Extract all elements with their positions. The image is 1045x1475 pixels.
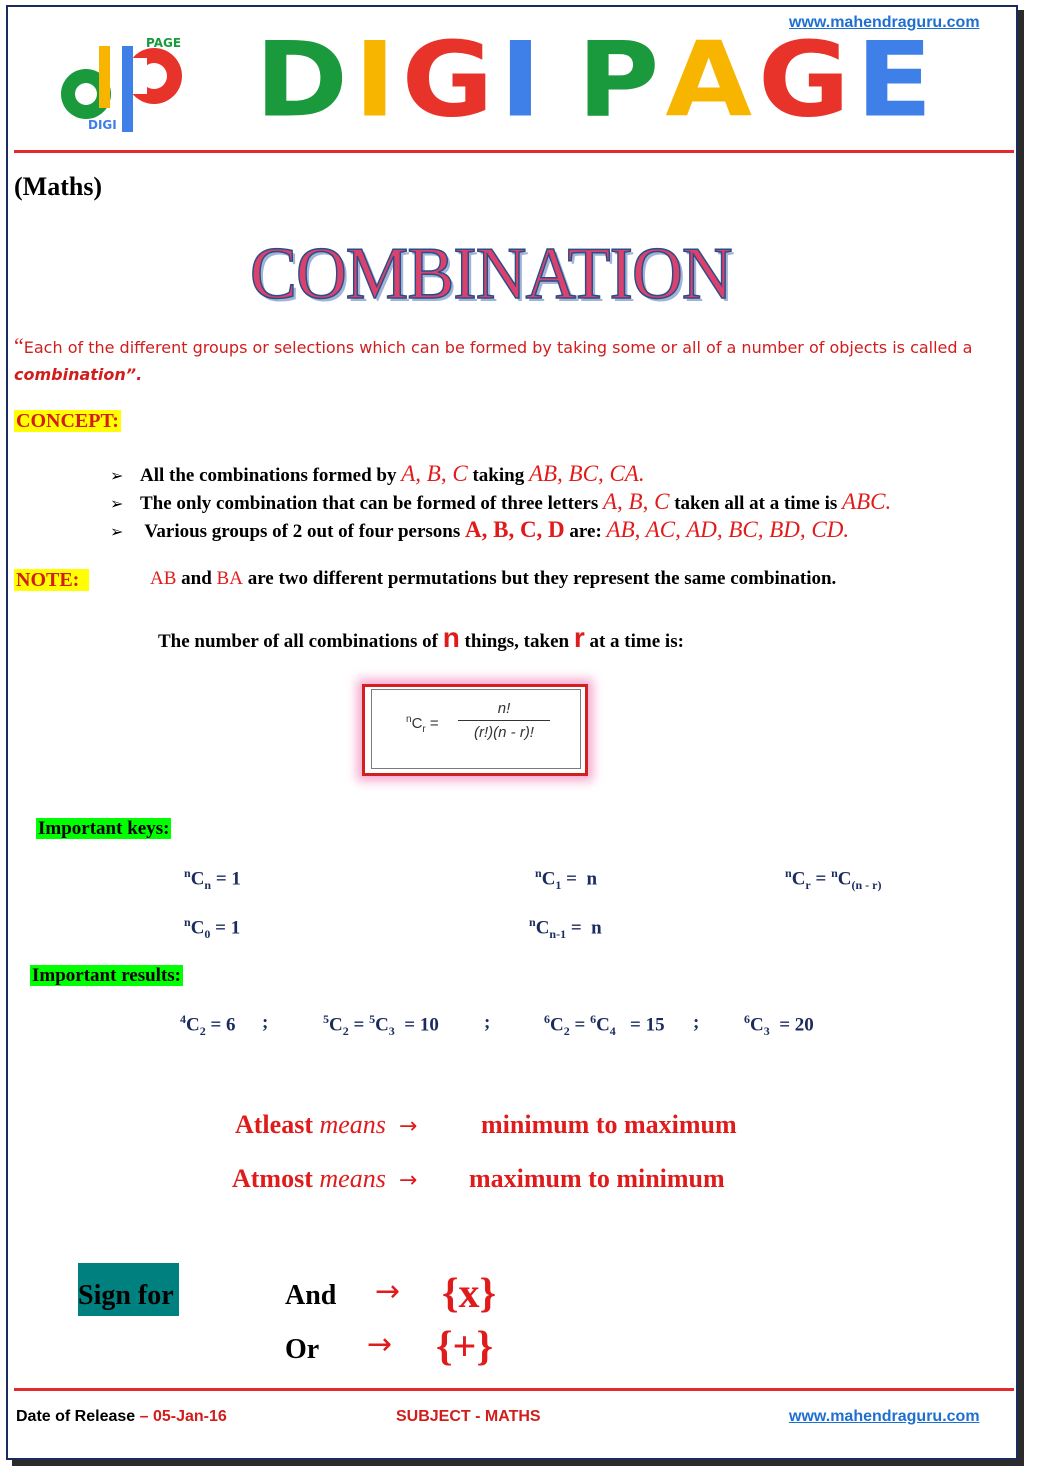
key-nc0: $^nC_0 = 1$ [184, 915, 241, 942]
atmost-range: maximum to minimum [469, 1164, 725, 1193]
concept-bullet-list [110, 460, 891, 544]
result-5c2: $^5C_2 = ^5C_3 = 10$ [323, 1012, 439, 1039]
wordmark-letter: A [665, 20, 759, 141]
key-nc1: $^nC_1 = n$ [535, 866, 598, 893]
definition-term: combination”. [14, 365, 143, 384]
logo-top-text: PAGE [146, 36, 182, 50]
logo-bottom-text: DIGI [88, 118, 117, 132]
page-shadow-right [1018, 10, 1024, 1465]
important-keys-label: Important keys: [38, 818, 170, 839]
atleast-range: minimum to maximum [481, 1110, 737, 1139]
header-divider [14, 150, 1014, 153]
header-site-link[interactable]: www.mahendraguru.com [789, 14, 980, 31]
footer-site-link[interactable]: www.mahendraguru.com [789, 1408, 980, 1425]
list-item: ➢ The only combination that can be formed of three letters A, B, C taken all at a time is ABC. [110, 488, 891, 516]
result-6c3: $^6C_3 = 20$ [744, 1012, 814, 1039]
right-arrow-icon: → [367, 1327, 393, 1362]
digi-page-logo [50, 36, 200, 132]
right-arrow-icon: → [398, 1114, 418, 1139]
formula-lhs: $^nC_r$ = [406, 714, 439, 735]
and-label: And [285, 1280, 337, 1311]
formula-denominator: (r!)(n - r)! [474, 724, 534, 741]
right-arrow-icon: → [398, 1168, 418, 1193]
sign-for-label: Sign for [78, 1263, 179, 1316]
or-symbol: {+} [436, 1324, 494, 1370]
wordmark-letter: D [255, 20, 354, 141]
wordmark-letter: E [855, 20, 939, 141]
wordmark-letter: I [353, 20, 402, 141]
topic-title: COMBINATION [250, 233, 732, 315]
concept-label: CONCEPT: [16, 410, 119, 432]
bullet-arrow-icon: ➢ [110, 494, 124, 513]
wordmark-letter: G [401, 20, 500, 141]
wordmark-letter: P [577, 20, 666, 141]
definition-text: Each of the different groups or selections which can be formed by taking some or all of a number of objects is called a [23, 338, 973, 357]
note-label: NOTE: [14, 569, 89, 592]
page-shadow-bottom [12, 1460, 1024, 1466]
note-text: AB and BA are two different permutations but they represent the same combination. [150, 568, 837, 589]
or-label: Or [285, 1334, 320, 1365]
atleast-meaning: Atleast means → [235, 1110, 418, 1139]
result-separator: ; [262, 1012, 269, 1033]
ncr-formula-box [362, 684, 588, 776]
definition-quote [14, 332, 1004, 388]
result-separator: ; [484, 1012, 491, 1033]
formula-fraction [458, 700, 550, 741]
list-item: ➢ Various groups of 2 out of four persons A, B, C, D are: AB, AC, AD, BC, BD, CD. [110, 516, 891, 544]
and-symbol: {x} [442, 1271, 497, 1317]
result-6c2: $^6C_2 = ^6C_4 = 15$ [544, 1012, 665, 1039]
footer-divider [14, 1388, 1014, 1391]
wordmark-letter [547, 30, 577, 131]
footer-subject: SUBJECT - MATHS [396, 1408, 541, 1425]
wordmark-letter: I [499, 20, 548, 141]
open-quote: “ [14, 333, 24, 358]
bullet-arrow-icon: ➢ [110, 522, 124, 541]
key-ncn: $^nC_n = 1$ [184, 866, 241, 893]
formula-numerator: n! [497, 700, 511, 717]
bullet-arrow-icon: ➢ [110, 466, 124, 485]
important-results-label: Important results: [32, 965, 182, 986]
result-separator: ; [693, 1012, 700, 1033]
subject-tag: (Maths) [14, 172, 103, 201]
right-arrow-icon: → [375, 1274, 401, 1309]
key-ncr: $^nC_r = ^nC_{(n - r)}$ [785, 866, 882, 893]
result-4c2: $^4C_2 = 6$ [180, 1012, 236, 1039]
key-ncn-1: $^nC_{n-1} = n$ [529, 915, 602, 942]
list-item: ➢ All the combinations formed by A, B, C taking AB, BC, CA. [110, 460, 891, 488]
atmost-meaning: Atmost means → [232, 1164, 418, 1193]
release-date: Date of Release – 05-Jan-16 [16, 1408, 227, 1425]
wordmark-letter: G [758, 20, 856, 141]
combination-count-statement: The number of all combinations of n things, taken r at a time is: [158, 622, 684, 653]
